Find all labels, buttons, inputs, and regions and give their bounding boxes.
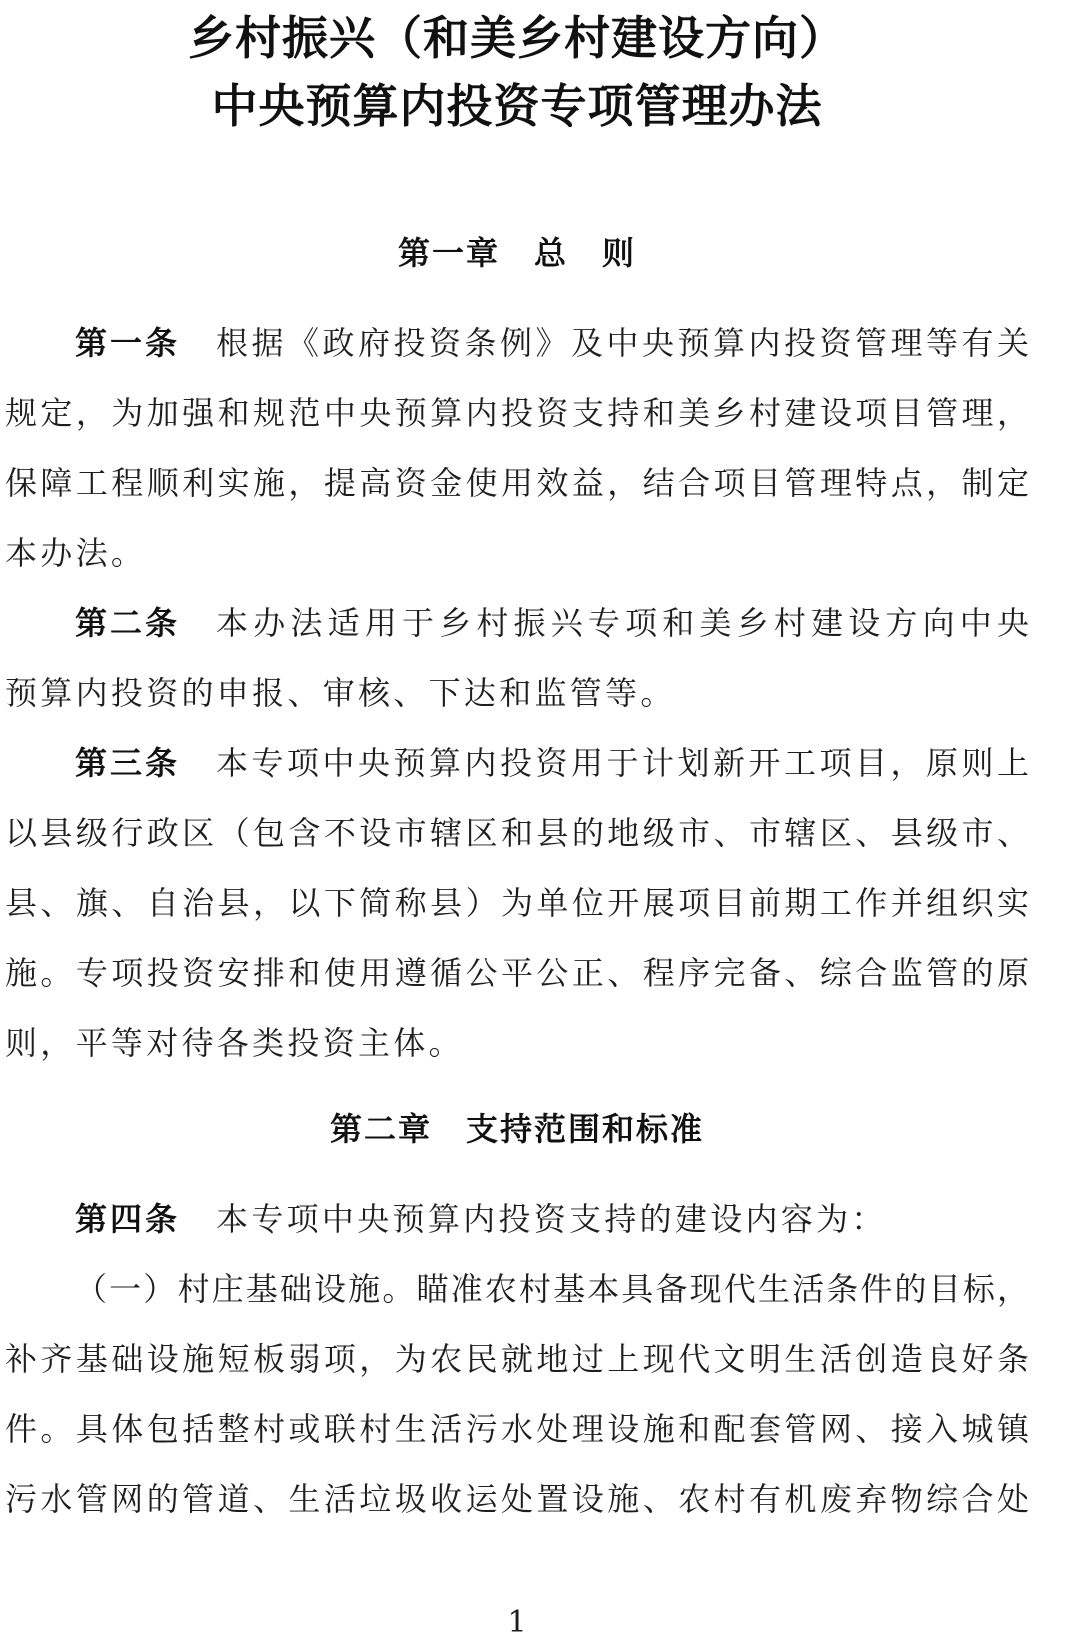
title-line-1: 乡村振兴（和美乡村建设方向） <box>188 11 846 65</box>
chapter-2-body <box>5 1184 1029 1534</box>
article-2-line-1 <box>5 588 1029 658</box>
article-4-item-1-line-2: 补齐基础设施短板弱项，为农民就地过上现代文明生活创造良好条 <box>5 1340 1029 1378</box>
article-1 <box>5 308 1029 588</box>
article-3-text-line-4: 施。专项投资安排和使用遵循公平公正、程序完备、综合监管的原 <box>5 954 1029 992</box>
article-1-text-line-3: 保障工程顺利实施，提高资金使用效益，结合项目管理特点，制定 <box>5 464 1029 502</box>
article-2-text-line-1: 本办法适用于乡村振兴专项和美乡村建设方向中央 <box>216 604 1029 642</box>
article-1-label: 第一条 <box>75 324 181 362</box>
article-3 <box>5 728 1029 1078</box>
page-number: 1 <box>507 1605 527 1640</box>
article-4-item-1-line-3: 件。具体包括整村或联村生活污水处理设施和配套管网、接入城镇 <box>5 1410 1029 1448</box>
chapter-2-heading: 第二章 支持范围和标准 <box>329 1110 704 1148</box>
article-4-line-1 <box>5 1184 1029 1254</box>
article-1-text-line-1: 根据《政府投资条例》及中央预算内投资管理等有关 <box>216 324 1029 362</box>
article-4-item-1-line-4: 污水管网的管道、生活垃圾收运处置设施、农村有机废弃物综合处 <box>5 1480 1029 1518</box>
document-title <box>5 4 1029 140</box>
chapter-1-body <box>5 308 1029 1078</box>
article-4-item-1 <box>5 1254 1029 1534</box>
article-2-label: 第二条 <box>75 604 181 642</box>
article-3-text-line-2: 以县级行政区（包含不设市辖区和县的地级市、市辖区、县级市、 <box>5 814 1029 852</box>
article-1-text-line-4: 本办法。 <box>5 534 147 572</box>
article-4-label: 第四条 <box>75 1200 181 1238</box>
article-4 <box>5 1184 1029 1534</box>
article-3-text-line-5: 则，平等对待各类投资主体。 <box>5 1024 464 1062</box>
chapter-1-heading: 第一章 总 则 <box>397 234 636 272</box>
article-3-label: 第三条 <box>75 744 181 782</box>
article-1-text-line-2: 规定，为加强和规范中央预算内投资支持和美乡村建设项目管理， <box>5 394 1029 432</box>
article-2 <box>5 588 1029 728</box>
article-3-line-1 <box>5 728 1029 798</box>
article-1-line-1 <box>5 308 1029 378</box>
article-4-item-1-line-1: （一）村庄基础设施。瞄准农村基本具备现代生活条件的目标， <box>75 1270 1029 1308</box>
title-line-2: 中央预算内投资专项管理办法 <box>211 79 823 133</box>
article-4-text-line-1: 本专项中央预算内投资支持的建设内容为： <box>216 1200 887 1238</box>
article-2-text-line-2: 预算内投资的申报、审核、下达和监管等。 <box>5 674 676 712</box>
article-3-text-line-1: 本专项中央预算内投资用于计划新开工项目，原则上 <box>216 744 1029 782</box>
article-3-text-line-3: 县、旗、自治县，以下简称县）为单位开展项目前期工作并组织实 <box>5 884 1029 922</box>
